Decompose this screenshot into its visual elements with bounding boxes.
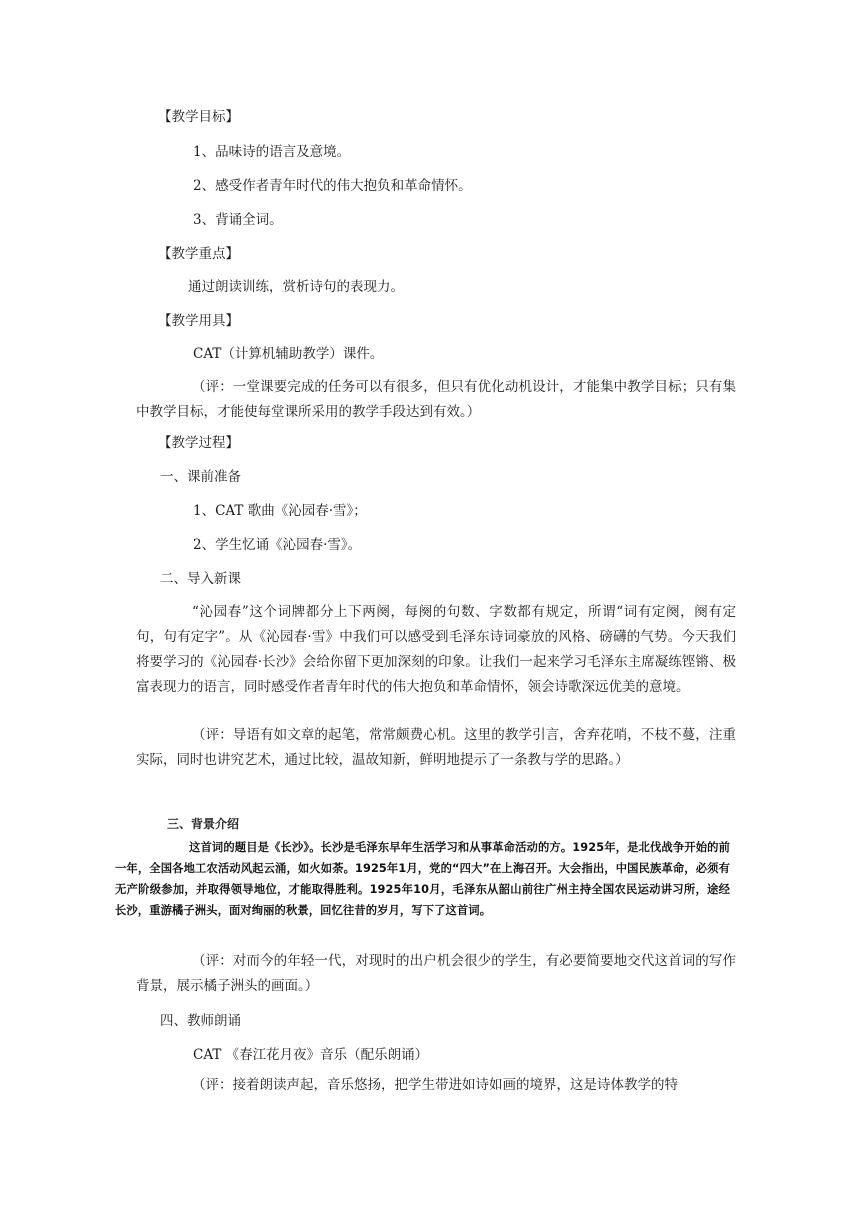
- step1-title: 一、课前准备: [160, 469, 241, 485]
- step2-text: “沁园春”这个词牌都分上下两阕，每阕的句数、字数都有规定，所谓“词有定阕，阕有定句，句有定字”。从《沁园春·雪》中我们可以感受到毛泽东诗词豪放的风格、磅礴的气势。今天我们将要学习的《沁园春·长沙》会给你留下更加深刻的印象。让我们一起来学习毛泽东主席凝练铿锵、极富表现力的语言，同时感受作者青年时代的伟大抱负和革命情怀，领会诗歌深远优美的意境。: [136, 604, 736, 695]
- background-scan-image: [115, 815, 730, 935]
- step1-item-1: 1、CAT 歌曲《沁园春·雪》；: [193, 503, 367, 519]
- step4-title: 四、教师朗诵: [160, 1013, 241, 1029]
- step1-item-2: 2、学生忆诵《沁园春·雪》。: [193, 537, 362, 553]
- focus-heading: 【教学重点】: [158, 246, 239, 262]
- goal-item-3: 3、背诵全词。: [193, 212, 283, 228]
- goal-item-1: 1、品味诗的语言及意境。: [193, 144, 351, 160]
- step3-comment: （评：对而今的年轻一代，对现时的出户机会很少的学生，有必要简要地交代这首词的写作背景，展示橘子洲头的画面。）: [136, 953, 736, 994]
- goal-item-2: 2、感受作者青年时代的伟大抱负和革命情怀。: [193, 178, 472, 194]
- goals-heading: 【教学目标】: [158, 109, 239, 125]
- step3-title: 三、背景介绍: [167, 817, 240, 831]
- focus-text: 通过朗读训练，赏析诗句的表现力。: [188, 279, 404, 295]
- step3-text: 这首词的题目是《长沙》。长沙是毛泽东早年生活学习和从事革命活动的方。1925年，是北伐战争开始的前一年，全国各地工农活动风起云涌，如火如荼。1925年1月，党的“四大”在上海召开。大会指出，中国民族革命，必须有无产阶级参加，并取得领导地位，才能取得胜利。1925年10月，毛泽东从韶山前往广州主持全国农民运动讲习所，途经长沙，重游橘子洲头，面对绚丽的秋景，回忆往昔的岁月，写下了这首词。: [115, 841, 730, 917]
- tools-heading: 【教学用具】: [158, 313, 239, 329]
- tools-comment: （评：一堂课要完成的任务可以有很多，但只有优化动机设计，才能集中教学目标；只有集中教学目标，才能使每堂课所采用的教学手段达到有效。）: [136, 379, 736, 420]
- step2-title: 二、导入新课: [160, 571, 241, 587]
- process-heading: 【教学过程】: [158, 435, 239, 451]
- step2-comment: （评：导语有如文章的起笔，常常颇费心机。这里的教学引言，舍弃花哨，不枝不蔓，注重实际，同时也讲究艺术，通过比较，温故知新，鲜明地提示了一条教与学的思路。）: [136, 727, 736, 768]
- tools-text: CAT（计算机辅助教学）课件。: [193, 346, 384, 362]
- step4-comment: （评：接着朗读声起，音乐悠扬，把学生带进如诗如画的境界，这是诗体教学的特: [192, 1077, 678, 1093]
- step4-text: CAT 《春江花月夜》音乐（配乐朗诵）: [193, 1047, 429, 1063]
